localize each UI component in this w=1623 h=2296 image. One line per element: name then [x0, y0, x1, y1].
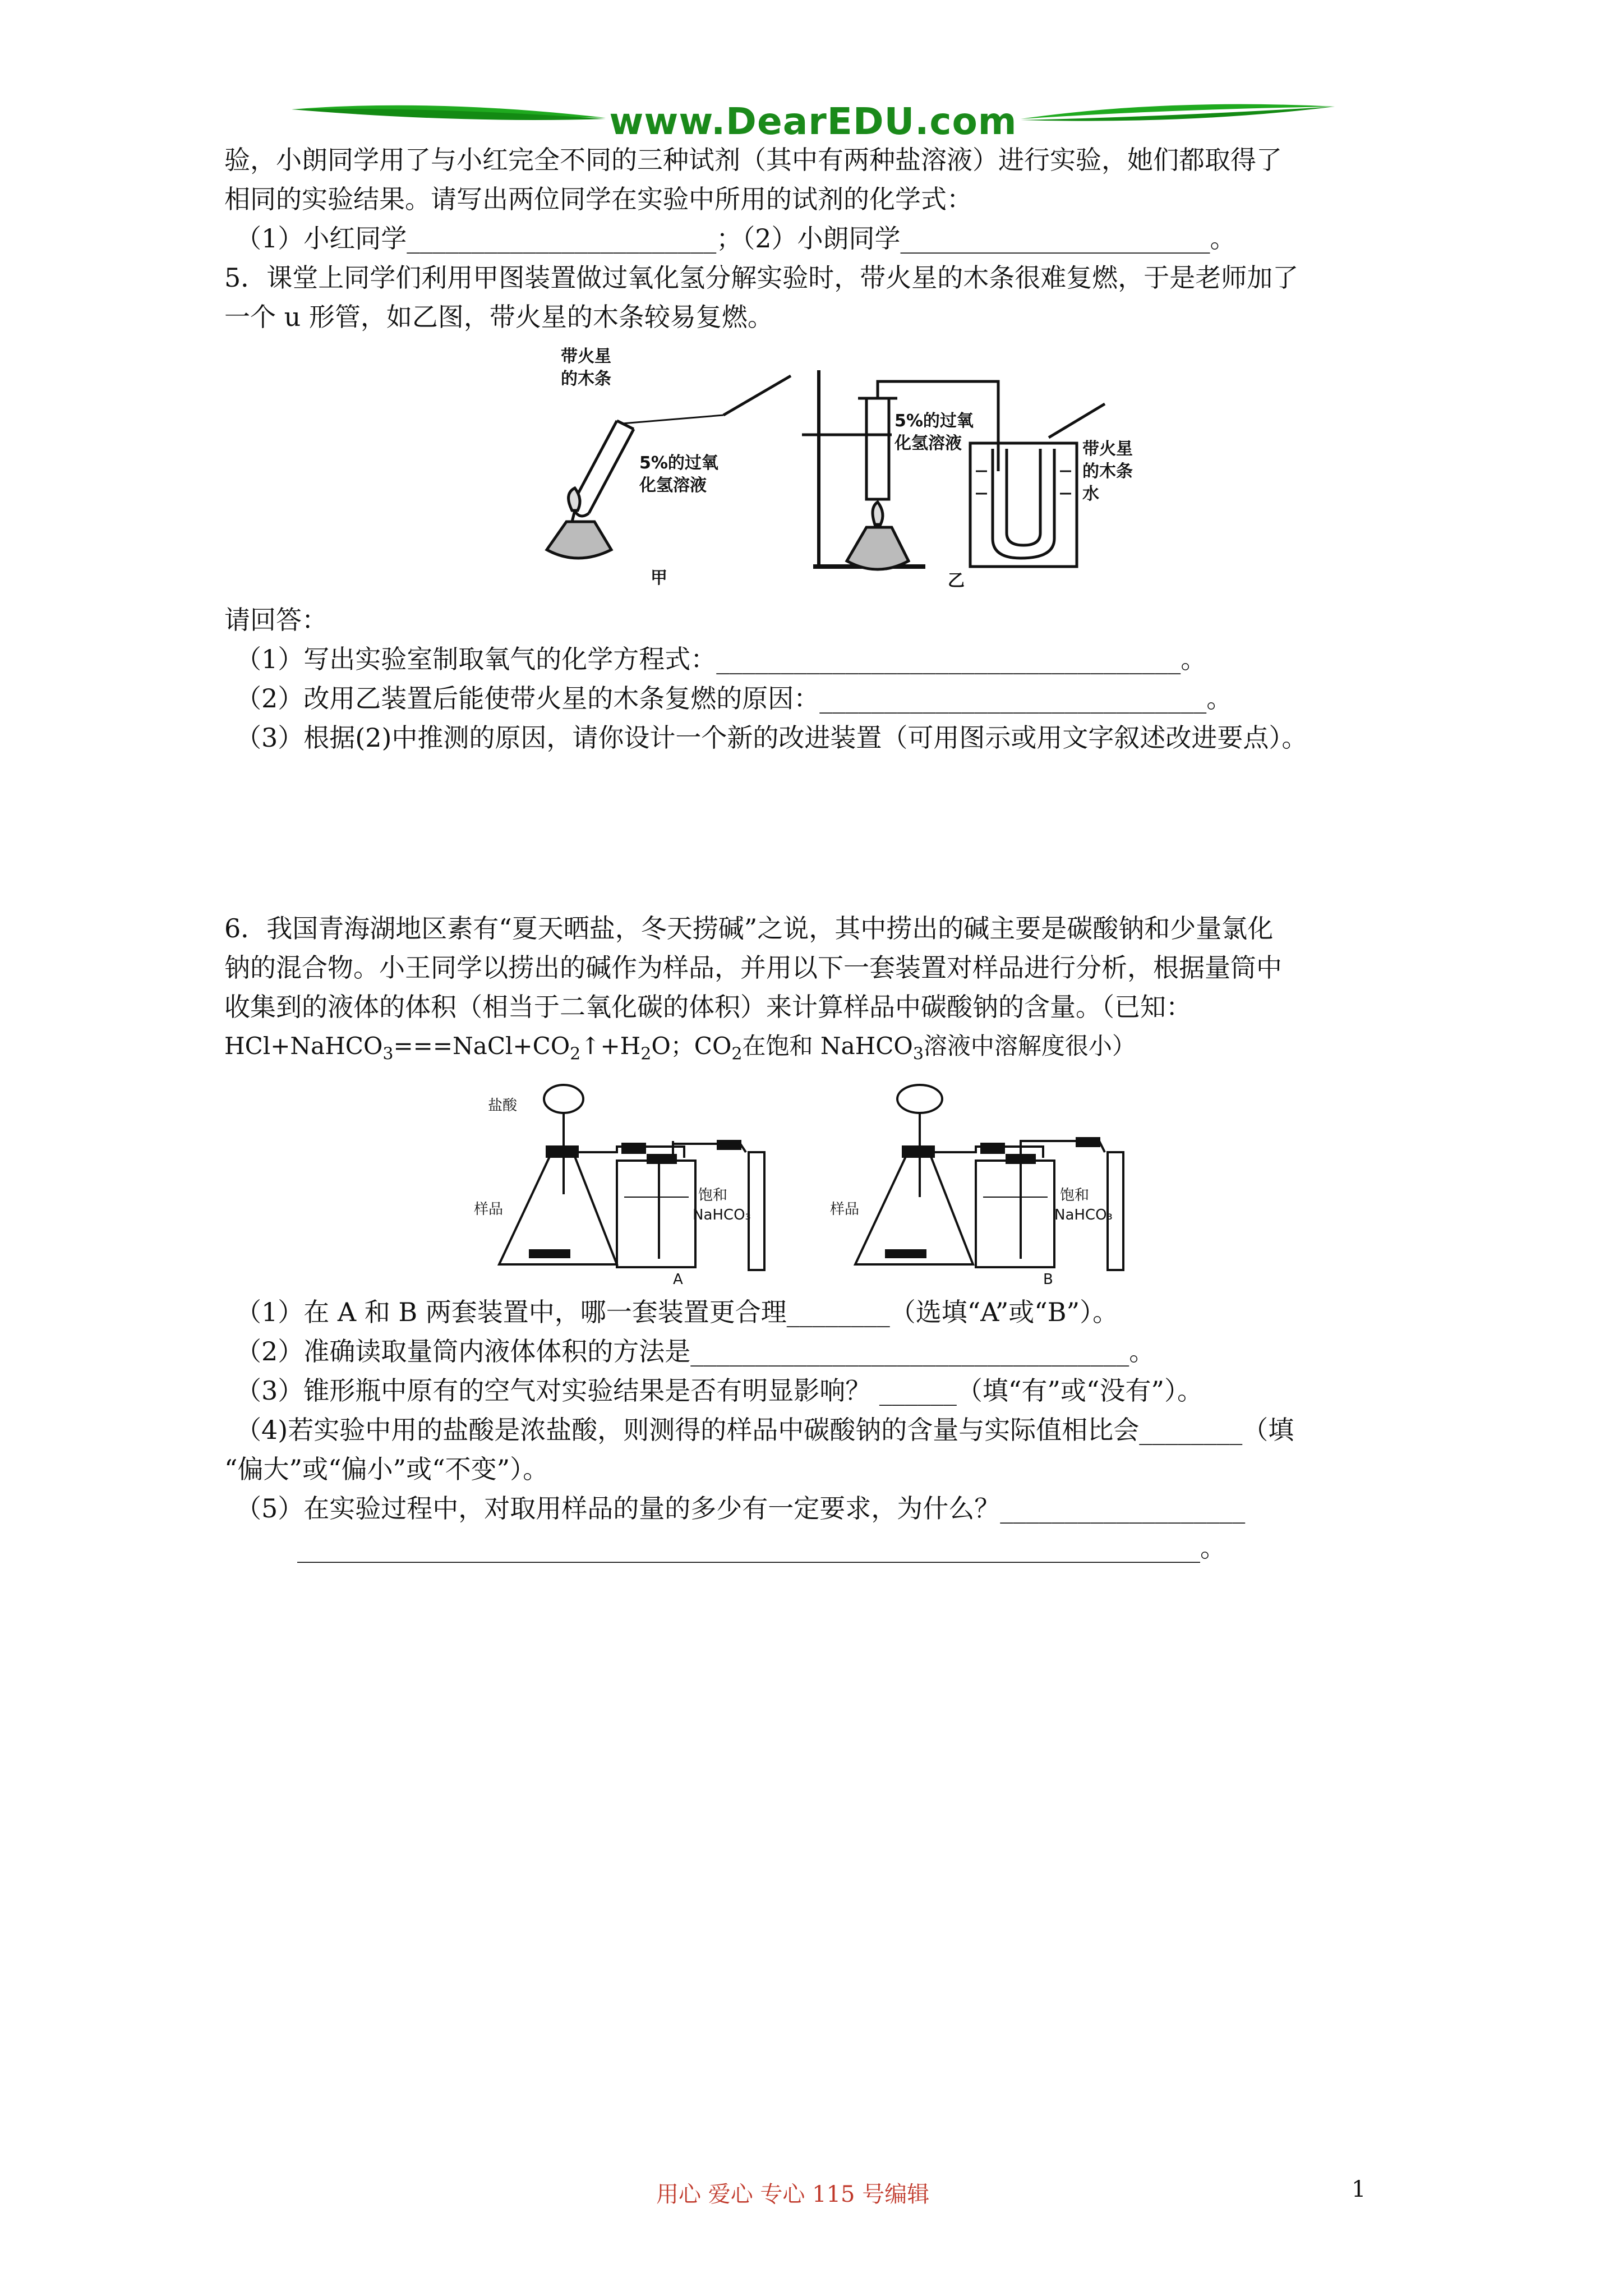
question-5-3: （3）根据(2)中推测的原因，请你设计一个新的改进装置（可用图示或用文字叙述改进要点）。 — [236, 723, 1308, 753]
label-acid: 盐酸 — [488, 1097, 518, 1115]
eq-part: ===NaCl+CO — [393, 1032, 570, 1060]
eq-sub: 2 — [731, 1044, 743, 1064]
label-solution-yi: 5%的过氧 — [895, 411, 974, 431]
label-saturated-a: 饱和 — [698, 1187, 728, 1204]
answer-prompt: 请回答： — [224, 605, 328, 635]
question-6-5: （5）在实验过程中，对取用样品的量的多少有一定要求，为什么？___________________ — [236, 1493, 1246, 1524]
text-line: 钠的混合物。小王同学以捞出的碱作为样品，并用以下一套装置对样品进行分析，根据量筒中 — [224, 953, 1282, 983]
text-line: “偏大”或“偏小”或“不变”）。 — [224, 1454, 549, 1485]
eq-part: O；CO — [651, 1032, 732, 1060]
apparatus-diagram — [224, 337, 1408, 600]
eq-part: 溶液中溶解度很小） — [923, 1032, 1136, 1060]
text-line: 收集到的液体的体积（相当于二氧化碳的体积）来计算样品中碳酸钠的含量。（已知： — [224, 992, 1192, 1022]
label-splint-jia: 带火星 — [561, 347, 611, 366]
question-6-4: （4)若实验中用的盐酸是浓盐酸，则测得的样品中碳酸钠的含量与实际值相比会________（填 — [236, 1415, 1294, 1446]
eq-part: ↑+H — [580, 1032, 641, 1060]
question-6-3: （3）锥形瓶中原有的空气对实验结果是否有明显影响？ ______（填“有”或“没有”）。 — [236, 1375, 1203, 1406]
figure-peroxide-apparatus — [224, 337, 1408, 600]
text-line: 一个 u 形管，如乙图，带火星的木条较易复燃。 — [224, 302, 773, 332]
label-sample-b: 样品 — [830, 1201, 860, 1218]
label-sample-a: 样品 — [474, 1201, 504, 1218]
label-yi: 乙 — [948, 571, 965, 591]
question-5-2: （2）改用乙装置后能使带火星的木条复燃的原因：______________________________。 — [236, 683, 1233, 714]
label-apparatus-a: A — [673, 1271, 683, 1289]
label-apparatus-b: B — [1043, 1271, 1053, 1289]
eq-sub: 3 — [912, 1044, 924, 1064]
label-nahco3-b: NaHCO₃ — [1054, 1207, 1113, 1224]
label-nahco3-a: NaHCO₃ — [693, 1207, 751, 1224]
label-solution-yi-2: 化氢溶液 — [895, 434, 962, 453]
co2-apparatus-diagram — [224, 1074, 1408, 1292]
chemical-equation — [224, 1027, 1408, 1074]
question-6-1: （1）在 A 和 B 两套装置中，哪一套装置更合理________（选填“A”或“B”）。 — [236, 1297, 1119, 1328]
question-5: 5．课堂上同学们利用甲图装置做过氧化氢分解实验时，带火星的木条很难复燃，于是老师加了 — [224, 263, 1299, 293]
label-saturated-b: 饱和 — [1060, 1187, 1090, 1204]
footer-text: 用心 爱心 专心 115 号编辑 — [656, 2182, 930, 2207]
eq-sub: 3 — [382, 1044, 394, 1064]
question-6-2: （2）准确读取量筒内液体体积的方法是__________________________________。 — [236, 1336, 1155, 1367]
label-splint-jia-2: 的木条 — [561, 369, 611, 389]
label-water: 水 — [1082, 484, 1099, 504]
label-splint-yi: 带火星 — [1082, 439, 1133, 459]
site-name: www.DearEDU.com — [609, 100, 1017, 143]
document-body — [224, 140, 1408, 1567]
question-5-1: （1）写出实验室制取氧气的化学方程式：____________________________________。 — [236, 644, 1207, 674]
question-6: 6．我国青海湖地区素有“夏天晒盐，冬天捞碱”之说，其中捞出的碱主要是碳酸钠和少量氯化 — [224, 913, 1274, 944]
answer-line: （1）小红同学________________________；（2）小朗同学________________________。 — [236, 223, 1236, 254]
eq-part: HCl+NaHCO — [224, 1032, 383, 1060]
label-solution-jia: 5%的过氧 — [639, 453, 718, 473]
answer-line: ______________________________________________________________________。 — [297, 1533, 1226, 1563]
page-number: 1 — [1352, 2177, 1366, 2202]
text-line: 相同的实验结果。请写出两位同学在实验中所用的试剂的化学式： — [224, 184, 972, 214]
figure-co2-apparatus — [224, 1074, 1408, 1292]
label-solution-jia-2: 化氢溶液 — [639, 476, 707, 495]
eq-part: 在饱和 NaHCO — [742, 1032, 913, 1060]
label-jia: 甲 — [651, 568, 667, 588]
eq-sub: 2 — [570, 1044, 581, 1064]
answer-space — [224, 757, 1408, 909]
label-splint-yi-2: 的木条 — [1082, 462, 1133, 481]
eq-sub: 2 — [640, 1044, 652, 1064]
text-line: 验，小朗同学用了与小红完全不同的三种试剂（其中有两种盐溶液）进行实验，她们都取得了 — [224, 145, 1282, 175]
